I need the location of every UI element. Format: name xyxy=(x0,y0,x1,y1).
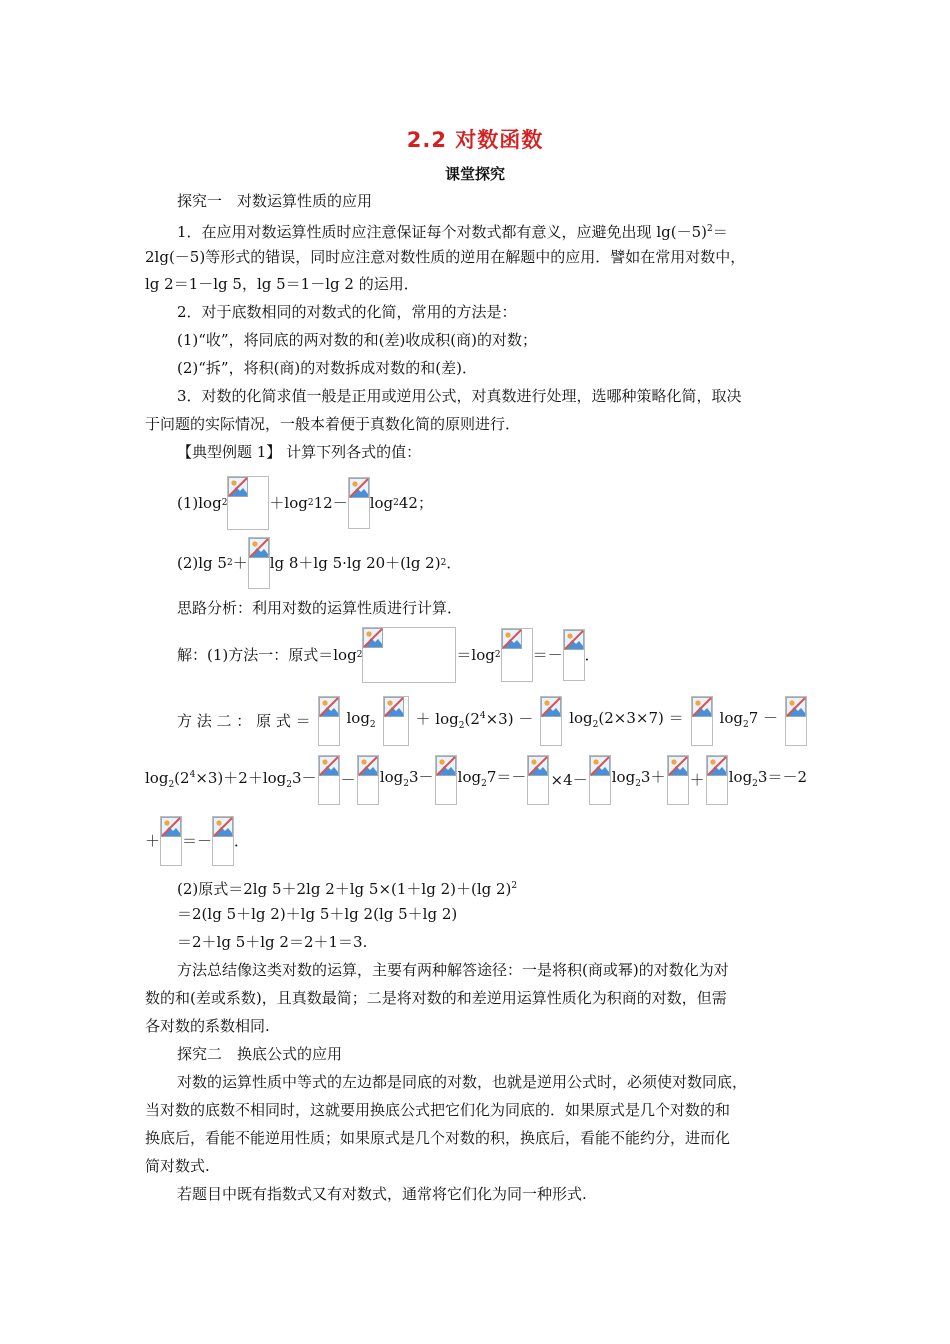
paragraph: 于问题的实际情况，一般本着便于真数化简的原则进行． xyxy=(145,415,521,433)
broken-image-icon xyxy=(785,696,807,746)
broken-image-icon xyxy=(248,537,270,589)
paragraph: lg 2＝1－lg 5，lg 5＝1－lg 2 的运用． xyxy=(145,275,419,293)
example-heading: 【典型例题 1】 计算下列各式的值： xyxy=(177,443,422,461)
broken-image-icon xyxy=(540,696,562,746)
summary-paragraph: 方法总结像这类对数的运算，主要有两种解答途径：一是将积(商或幂)的对数化为对 xyxy=(177,961,729,979)
paragraph: 若题目中既有指数式又有对数式，通常将它们化为同一种形式. xyxy=(177,1185,587,1203)
broken-image-icon xyxy=(527,755,549,805)
broken-image-icon xyxy=(589,755,611,805)
paragraph: 2．对于底数相同的对数式的化简，常用的方法是： xyxy=(177,303,517,321)
broken-image-icon xyxy=(706,755,728,805)
broken-image-icon xyxy=(160,816,182,866)
broken-image-icon xyxy=(667,755,689,805)
summary-paragraph: 各对数的系数相同. xyxy=(145,1017,270,1035)
paragraph: 换底后，看能不能逆用性质；如果原式是几个对数的积，换底后，看能不能约分，进而化 xyxy=(145,1129,731,1147)
solution-method2-line1: 方 法 二 ： 原 式 ＝ $\log_2$ ＋ $\log_2(2^4\times 3)$ － $\log_2(2\times 3\times 7)$ ＝ $\log_27$ － xyxy=(177,696,807,746)
formula-q1: (1)log 2 ＋log 2 12－ log 2 42； xyxy=(177,476,433,530)
broken-image-icon xyxy=(348,477,370,529)
solution-2-line1: (2)原式＝2lg 5＋2lg 2＋lg 5×(1＋lg 2)＋(lg 2)$^2$ xyxy=(177,880,518,898)
formula-q2: (2)lg 5 2 ＋ lg 8＋lg 5·lg 20＋(lg 2) 2 ． xyxy=(177,537,461,589)
paragraph: (1)“收”，将同底的两对数的和(差)收成积(商)的对数； xyxy=(177,331,537,349)
section-subtitle: 课堂探究 xyxy=(444,165,505,183)
broken-image-icon xyxy=(435,755,457,805)
broken-image-icon xyxy=(501,628,533,682)
solution-method1: 解：(1)方法一：原式＝log 2 ＝log 2 ＝－ ． xyxy=(177,627,600,683)
analysis-text: 思路分析：利用对数的运算性质进行计算． xyxy=(177,599,463,617)
paragraph: 对数的运算性质中等式的左边都是同底的对数，也就是逆用公式时，必须使对数同底， xyxy=(177,1073,748,1091)
paragraph: 3．对数的化简求值一般是正用或逆用公式，对真数进行处理，选哪种策略化简，取决 xyxy=(177,387,742,405)
paragraph: 1．在应用对数运算性质时应注意保证每个对数式都有意义，应避免出现 $\lg(-5)^2=$ xyxy=(177,223,728,241)
section2-heading: 探究二 换底公式的应用 xyxy=(177,1045,343,1063)
broken-image-icon xyxy=(318,755,340,805)
paragraph: (2)“拆”，将积(商)的对数拆成对数的和(差)． xyxy=(177,359,477,377)
paragraph: 简对数式. xyxy=(145,1157,210,1175)
broken-image-icon xyxy=(227,476,269,530)
broken-image-icon xyxy=(563,629,585,681)
solution-2-line3: ＝2＋lg 5＋lg 2＝2＋1＝3. xyxy=(177,933,368,951)
page-title: 2.2 对数函数 xyxy=(406,128,544,152)
solution-method2-line3: ＋ ＝－ ． xyxy=(145,816,249,866)
broken-image-icon xyxy=(318,696,340,746)
solution-2-line2: ＝2(lg 5＋lg 2)＋lg 5＋lg 2(lg 5＋lg 2) xyxy=(177,905,458,923)
summary-paragraph: 数的和(差或系数)，且真数最简；二是将对数的和差逆用运算性质化为积商的对数，但需 xyxy=(145,989,727,1007)
paragraph: 当对数的底数不相同时，这就要用换底公式把它们化为同底的．如果原式是几个对数的和 xyxy=(145,1101,731,1119)
paragraph: 2lg(－5)等形式的错误，同时应注意对数性质的逆用在解题中的应用．譬如在常用对数中， xyxy=(145,248,746,266)
solution-method2-line2: $\log_2(2^4\times 3)+2+\log_23-$ － $\log_23-$ $\log_27=-$ ×4－ $\log_23+$ ＋ $\log_23=-2$ xyxy=(145,755,807,805)
broken-image-icon xyxy=(362,627,456,683)
example-label: 【典型例题 1】 xyxy=(177,443,282,461)
broken-image-icon xyxy=(383,696,409,746)
section1-heading: 探究一 对数运算性质的应用 xyxy=(177,192,373,210)
broken-image-icon xyxy=(212,816,234,866)
broken-image-icon xyxy=(691,696,713,746)
broken-image-icon xyxy=(357,755,379,805)
